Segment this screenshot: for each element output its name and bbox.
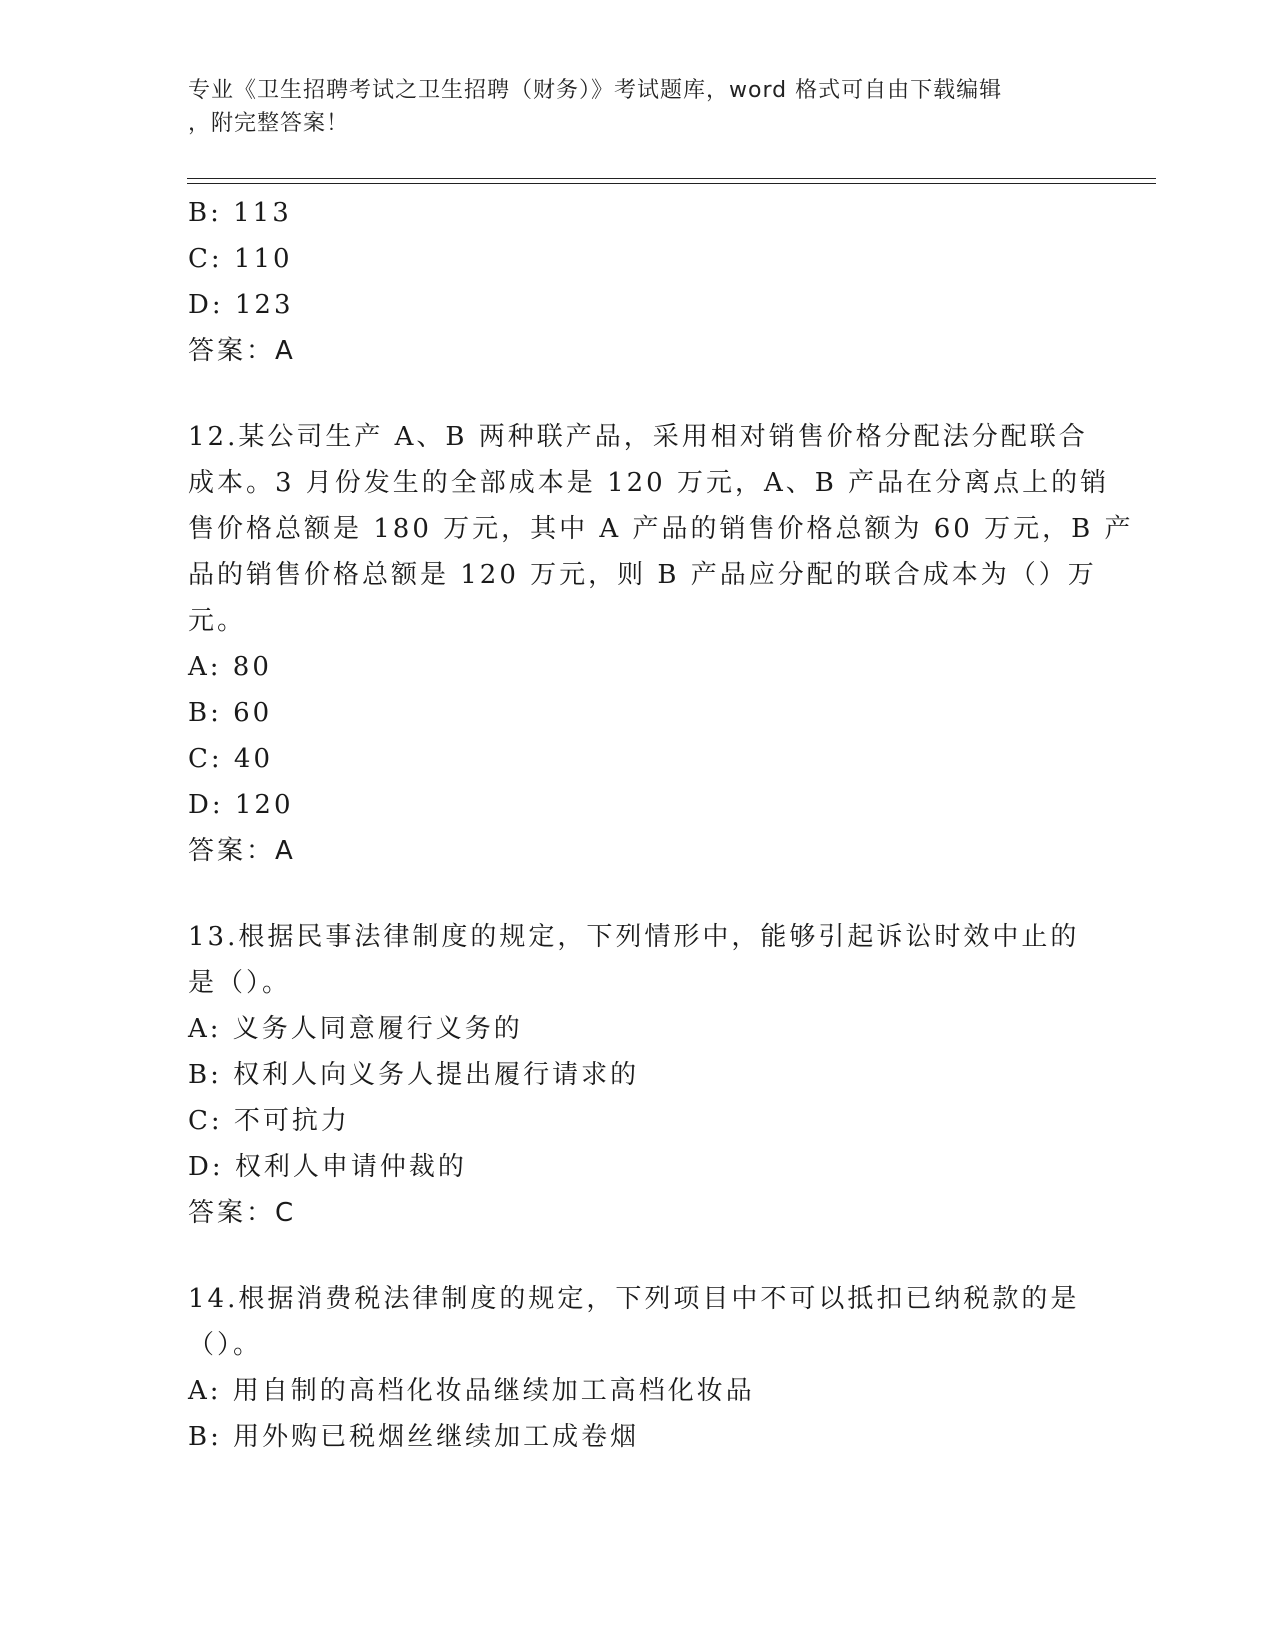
answer-line: 答案：A xyxy=(188,836,296,866)
option-a: A: 义务人同意履行义务的 xyxy=(188,1014,523,1044)
option-c: C: 不可抗力 xyxy=(188,1106,350,1136)
header-line-1: 专业《卫生招聘考试之卫生招聘（财务）》考试题库，word 格式可自由下载编辑 xyxy=(188,78,1003,103)
question-line: 元。 xyxy=(188,606,247,636)
question-line: 是（）。 xyxy=(188,968,292,998)
answer-line: 答案：A xyxy=(188,336,296,366)
header-rule-bottom xyxy=(187,183,1156,184)
question-line: 12.某公司生产 A、B 两种联产品，采用相对销售价格分配法分配联合 xyxy=(188,422,1088,452)
question-line: 品的销售价格总额是 120 万元，则 B 产品应分配的联合成本为（）万 xyxy=(188,560,1097,590)
question-text xyxy=(188,914,1080,1006)
document-body xyxy=(188,190,1134,1460)
header-line-2: ，附完整答案！ xyxy=(188,111,350,136)
option-b: B: 60 xyxy=(188,698,273,728)
option-d: D: 123 xyxy=(188,290,294,320)
option-d: D: 120 xyxy=(188,790,294,820)
option-b: B: 113 xyxy=(188,198,292,228)
answer-line: 答案：C xyxy=(188,1198,297,1228)
option-c: C: 40 xyxy=(188,744,274,774)
question-13 xyxy=(188,914,1088,1236)
option-b: B: 权利人向义务人提出履行请求的 xyxy=(188,1060,640,1090)
option-a: A: 80 xyxy=(188,652,272,682)
question-14 xyxy=(188,1276,1088,1460)
question-text xyxy=(188,414,1134,644)
question-line: 13.根据民事法律制度的规定，下列情形中，能够引起诉讼时效中止的 xyxy=(188,922,1080,952)
question-12 xyxy=(188,414,1134,874)
option-b: B: 用外购已税烟丝继续加工成卷烟 xyxy=(188,1422,640,1452)
header-rule-top xyxy=(187,178,1156,179)
question-line: 成本。3 月份发生的全部成本是 120 万元，A、B 产品在分离点上的销 xyxy=(188,468,1110,498)
question-line: 售价格总额是 180 万元，其中 A 产品的销售价格总额为 60 万元，B 产 xyxy=(188,514,1134,544)
question-11-tail xyxy=(188,190,1088,374)
option-c: C: 110 xyxy=(188,244,293,274)
option-a: A: 用自制的高档化妆品继续加工高档化妆品 xyxy=(188,1376,755,1406)
question-line: 14.根据消费税法律制度的规定，下列项目中不可以抵扣已纳税款的是 xyxy=(188,1284,1080,1314)
document-header xyxy=(188,74,1068,140)
option-d: D: 权利人申请仲裁的 xyxy=(188,1152,467,1182)
question-line: （）。 xyxy=(188,1330,263,1360)
question-text xyxy=(188,1276,1080,1368)
